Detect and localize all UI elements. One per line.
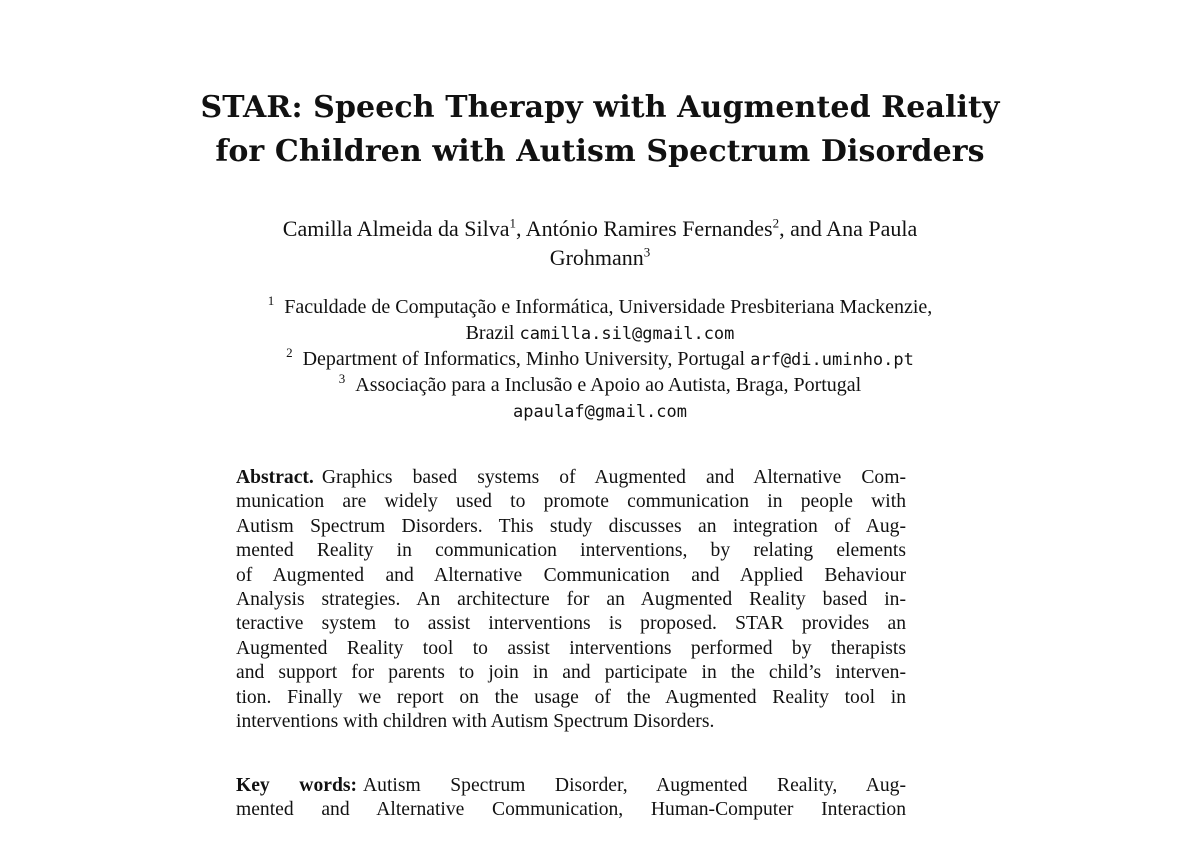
affiliation-2-number: 2 bbox=[286, 345, 293, 361]
abstract-line-4: mented Reality in communication interventions, by relating elements bbox=[236, 540, 906, 562]
abstract-line-10: tion. Finally we report on the usage of the Augmented Reality tool in bbox=[236, 686, 906, 708]
authors-line-1 bbox=[180, 214, 1020, 243]
keywords-heading: Key words: bbox=[236, 775, 357, 796]
affiliation-2-line bbox=[150, 346, 1050, 373]
affiliation-1-email[interactable]: camilla.sil@gmail.com bbox=[519, 324, 735, 344]
abstract-line-5: of Augmented and Alternative Communication and Applied Behaviour bbox=[236, 564, 906, 586]
affiliation-1-number: 1 bbox=[267, 293, 275, 309]
keywords-paragraph bbox=[236, 774, 906, 823]
affiliation-3-line-1 bbox=[150, 372, 1050, 398]
affiliation-3-line-2 bbox=[150, 398, 1050, 425]
author-separator-and: , and Ana Paula bbox=[779, 216, 918, 241]
abstract-text-line: Graphics based systems of Augmented and Alternative Com- bbox=[321, 467, 906, 488]
affiliation-2 bbox=[150, 346, 1050, 373]
authors-line-2 bbox=[180, 243, 1020, 272]
abstract-paragraph bbox=[236, 466, 906, 734]
abstract-heading: Abstract. bbox=[236, 467, 314, 488]
keywords-line-2: mented and Alternative Communication, Human-Computer Interaction bbox=[236, 799, 906, 821]
abstract-line-7: teractive system to assist interventions is proposed. STAR provides an bbox=[236, 613, 906, 635]
affiliation-3-institution: Associação para a Inclusão e Apoio ao Autista, Braga, Portugal bbox=[355, 374, 862, 396]
affiliation-1-line-1 bbox=[150, 294, 1050, 320]
author-1-affiliation-mark: 1 bbox=[509, 215, 516, 231]
author-2-affiliation-mark: 2 bbox=[772, 215, 780, 231]
abstract-line-9: and support for parents to join in and participate in the child’s interven- bbox=[236, 662, 906, 684]
paper-title bbox=[0, 86, 1200, 174]
affiliation-1-country: Brazil bbox=[465, 322, 520, 344]
affiliation-3-email[interactable]: apaulaf@gmail.com bbox=[513, 402, 687, 422]
abstract-line-2: munication are widely used to promote communication in people with bbox=[236, 491, 906, 513]
affiliation-1-line-2 bbox=[150, 320, 1050, 347]
author-2-name: António Ramires Fernandes bbox=[525, 216, 773, 241]
keywords-line-1 bbox=[236, 774, 906, 798]
keywords-text-line-1: Autism Spectrum Disorder, Augmented Reality, Aug- bbox=[363, 775, 907, 796]
author-3-affiliation-mark: 3 bbox=[643, 244, 651, 260]
affiliation-1 bbox=[150, 294, 1050, 347]
affiliation-1-institution: Faculdade de Computação e Informática, Universidade Presbiteriana Mackenzie, bbox=[284, 296, 933, 318]
title-line-1: STAR: Speech Therapy with Augmented Reality bbox=[200, 90, 1000, 125]
author-list bbox=[180, 214, 1020, 272]
abstract-line-6: Analysis strategies. An architecture for an Augmented Reality based in- bbox=[236, 589, 906, 611]
author-separator: , bbox=[515, 216, 526, 241]
author-3-name: Grohmann bbox=[549, 245, 644, 270]
affiliation-2-institution: Department of Informatics, Minho University, Portugal bbox=[302, 348, 751, 370]
title-line-2: for Children with Autism Spectrum Disorders bbox=[215, 134, 985, 169]
abstract-line-1 bbox=[236, 466, 906, 490]
abstract-line-3: Autism Spectrum Disorders. This study discusses an integration of Aug- bbox=[236, 515, 906, 537]
affiliation-3 bbox=[150, 372, 1050, 425]
author-1-name: Camilla Almeida da Silva bbox=[282, 216, 510, 241]
affiliation-2-email[interactable]: arf@di.uminho.pt bbox=[750, 350, 914, 370]
abstract-line-11: interventions with children with Autism Spectrum Disorders. bbox=[236, 711, 715, 733]
affiliation-3-number: 3 bbox=[338, 371, 346, 387]
abstract-line-8: Augmented Reality tool to assist interventions performed by therapists bbox=[236, 637, 906, 659]
